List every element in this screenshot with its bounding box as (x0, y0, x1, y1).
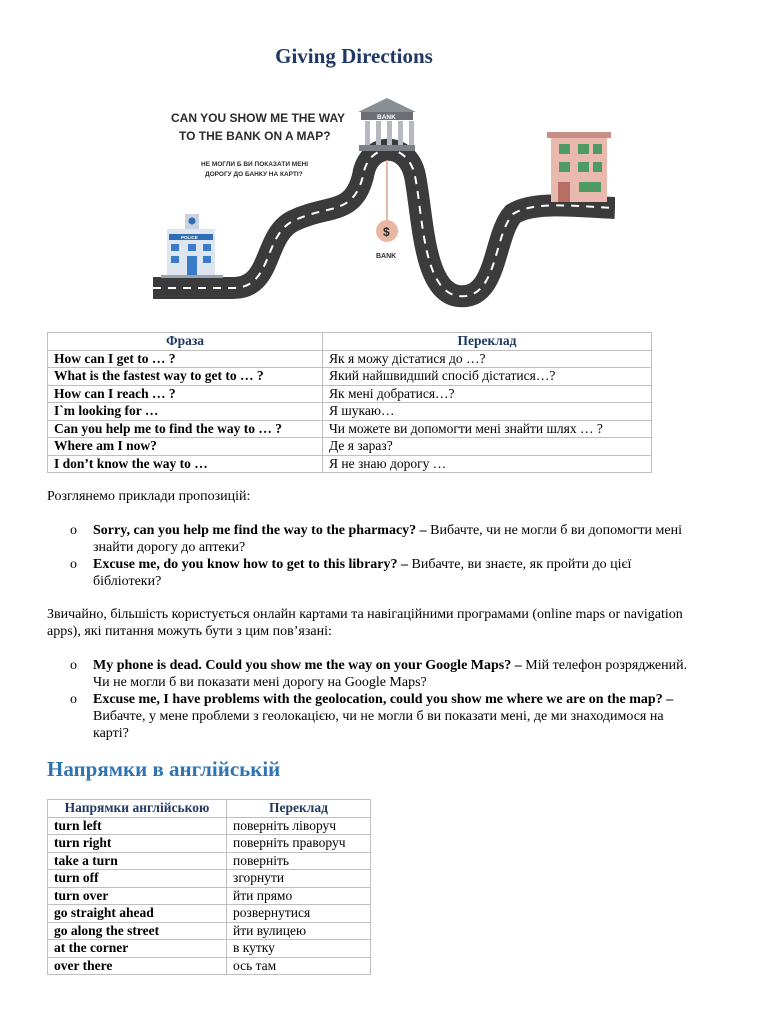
table-row (48, 887, 371, 905)
table-row (48, 852, 371, 870)
table-row (48, 385, 652, 403)
house-icon (547, 132, 611, 202)
bullet-marker: o (70, 692, 77, 707)
section-heading: Напрямки в англійській (47, 757, 281, 781)
translation-cell: Чи можете ви допомогти мені знайти шлях … ? (323, 420, 652, 438)
table-row (48, 870, 371, 888)
list-item (47, 556, 697, 590)
question-line1: CAN YOU SHOW ME THE WAY (171, 111, 346, 125)
examples-intro: Розглянемо приклади пропозицій: (47, 489, 251, 504)
translation-cell: йти прямо (227, 887, 371, 905)
online-paragraph: Звичайно, більшість користується онлайн картами та навігаційними програмами (online maps or navigation apps), які питання можуть бути з цим пов’язані: (47, 607, 683, 639)
translation-cell: Який найшвидший спосіб дістатися…? (323, 368, 652, 386)
table-row (48, 350, 652, 368)
table-row (48, 403, 652, 421)
table-header-row (48, 800, 371, 818)
direction-cell: go along the street (48, 922, 227, 940)
phrases-table (47, 332, 652, 473)
table-row (48, 940, 371, 958)
phrase-cell: How can I reach … ? (48, 385, 323, 403)
phrase-cell: How can I get to … ? (48, 350, 323, 368)
translation-cell: йти вулицею (227, 922, 371, 940)
example-en: Excuse me, I have problems with the geolocation, could you show me where we are on the map? – (93, 692, 674, 707)
translation-cell: Як я можу дістатися до …? (323, 350, 652, 368)
header-directions: Напрямки англійською (48, 800, 227, 818)
question-line2: TO THE BANK ON A MAP? (179, 129, 331, 143)
table-row (48, 835, 371, 853)
pin-label: BANK (376, 253, 397, 260)
direction-cell: turn right (48, 835, 227, 853)
bullet-marker: o (70, 557, 77, 572)
phrase-cell: I don’t know the way to … (48, 455, 323, 473)
examples-list (47, 522, 697, 590)
direction-cell: turn off (48, 870, 227, 888)
phrase-cell: What is the fastest way to get to … ? (48, 368, 323, 386)
list-item (47, 691, 697, 742)
translation-cell: Я шукаю… (323, 403, 652, 421)
example-ua: Вибачте, ви знаєте, як пройти до цієї бібліотеки? (93, 557, 632, 589)
page-title: Giving Directions (275, 44, 433, 68)
directions-table (47, 799, 371, 975)
example-en: Sorry, can you help me find the way to the pharmacy? – (93, 523, 427, 538)
example-en: My phone is dead. Could you show me the way on your Google Maps? – (93, 658, 522, 673)
phrase-cell: Where am I now? (48, 438, 323, 456)
phrase-cell: I`m looking for … (48, 403, 323, 421)
table-row (48, 905, 371, 923)
example-ua: Вибачте, чи не могли б ви допомогти мені знайти дорогу до аптеки? (93, 523, 683, 555)
translation-cell: в кутку (227, 940, 371, 958)
translation-cell: поверніть (227, 852, 371, 870)
online-examples-list (47, 657, 697, 742)
road-illustration (153, 86, 615, 318)
table-row (48, 817, 371, 835)
header-translation: Переклад (227, 800, 371, 818)
direction-cell: go straight ahead (48, 905, 227, 923)
table-row (48, 438, 652, 456)
list-item (47, 657, 697, 691)
table-row (48, 957, 371, 975)
translation-cell: ось там (227, 957, 371, 975)
translation-line2: ДОРОГУ ДО БАНКУ НА КАРТІ? (205, 171, 303, 178)
table-row (48, 455, 652, 473)
direction-cell: at the corner (48, 940, 227, 958)
bullet-marker: o (70, 658, 77, 673)
direction-cell: turn left (48, 817, 227, 835)
example-en: Excuse me, do you know how to get to this library? – (93, 557, 409, 572)
translation-line1: НЕ МОГЛИ Б ВИ ПОКАЗАТИ МЕНІ (201, 161, 309, 168)
table-header-row (48, 333, 652, 351)
bullet-marker: o (70, 523, 77, 538)
header-phrase: Фраза (48, 333, 323, 351)
header-translation: Переклад (323, 333, 652, 351)
table-row (48, 922, 371, 940)
example-ua: Вибачте, у мене проблеми з геолокацією, чи не могли б ви показати мені, де ми знаходимося на карті? (93, 709, 664, 741)
example-ua: Мій телефон розряджений. Чи не могли б ви показати мені дорогу на Google Maps? (93, 658, 688, 690)
translation-cell: Як мені добратися…? (323, 385, 652, 403)
list-item (47, 522, 697, 556)
phrase-cell: Can you help me to find the way to … ? (48, 420, 323, 438)
table-row (48, 368, 652, 386)
direction-cell: over there (48, 957, 227, 975)
translation-cell: поверніть ліворуч (227, 817, 371, 835)
translation-cell: Я не знаю дорогу … (323, 455, 652, 473)
direction-cell: turn over (48, 887, 227, 905)
translation-cell: згорнути (227, 870, 371, 888)
translation-cell: розвернутися (227, 905, 371, 923)
police-sign: POLICE (181, 235, 198, 240)
table-row (48, 420, 652, 438)
translation-cell: поверніть праворуч (227, 835, 371, 853)
pin-symbol: $ (383, 225, 390, 239)
direction-cell: take a turn (48, 852, 227, 870)
bank-sign: BANK (377, 114, 396, 121)
translation-cell: Де я зараз? (323, 438, 652, 456)
